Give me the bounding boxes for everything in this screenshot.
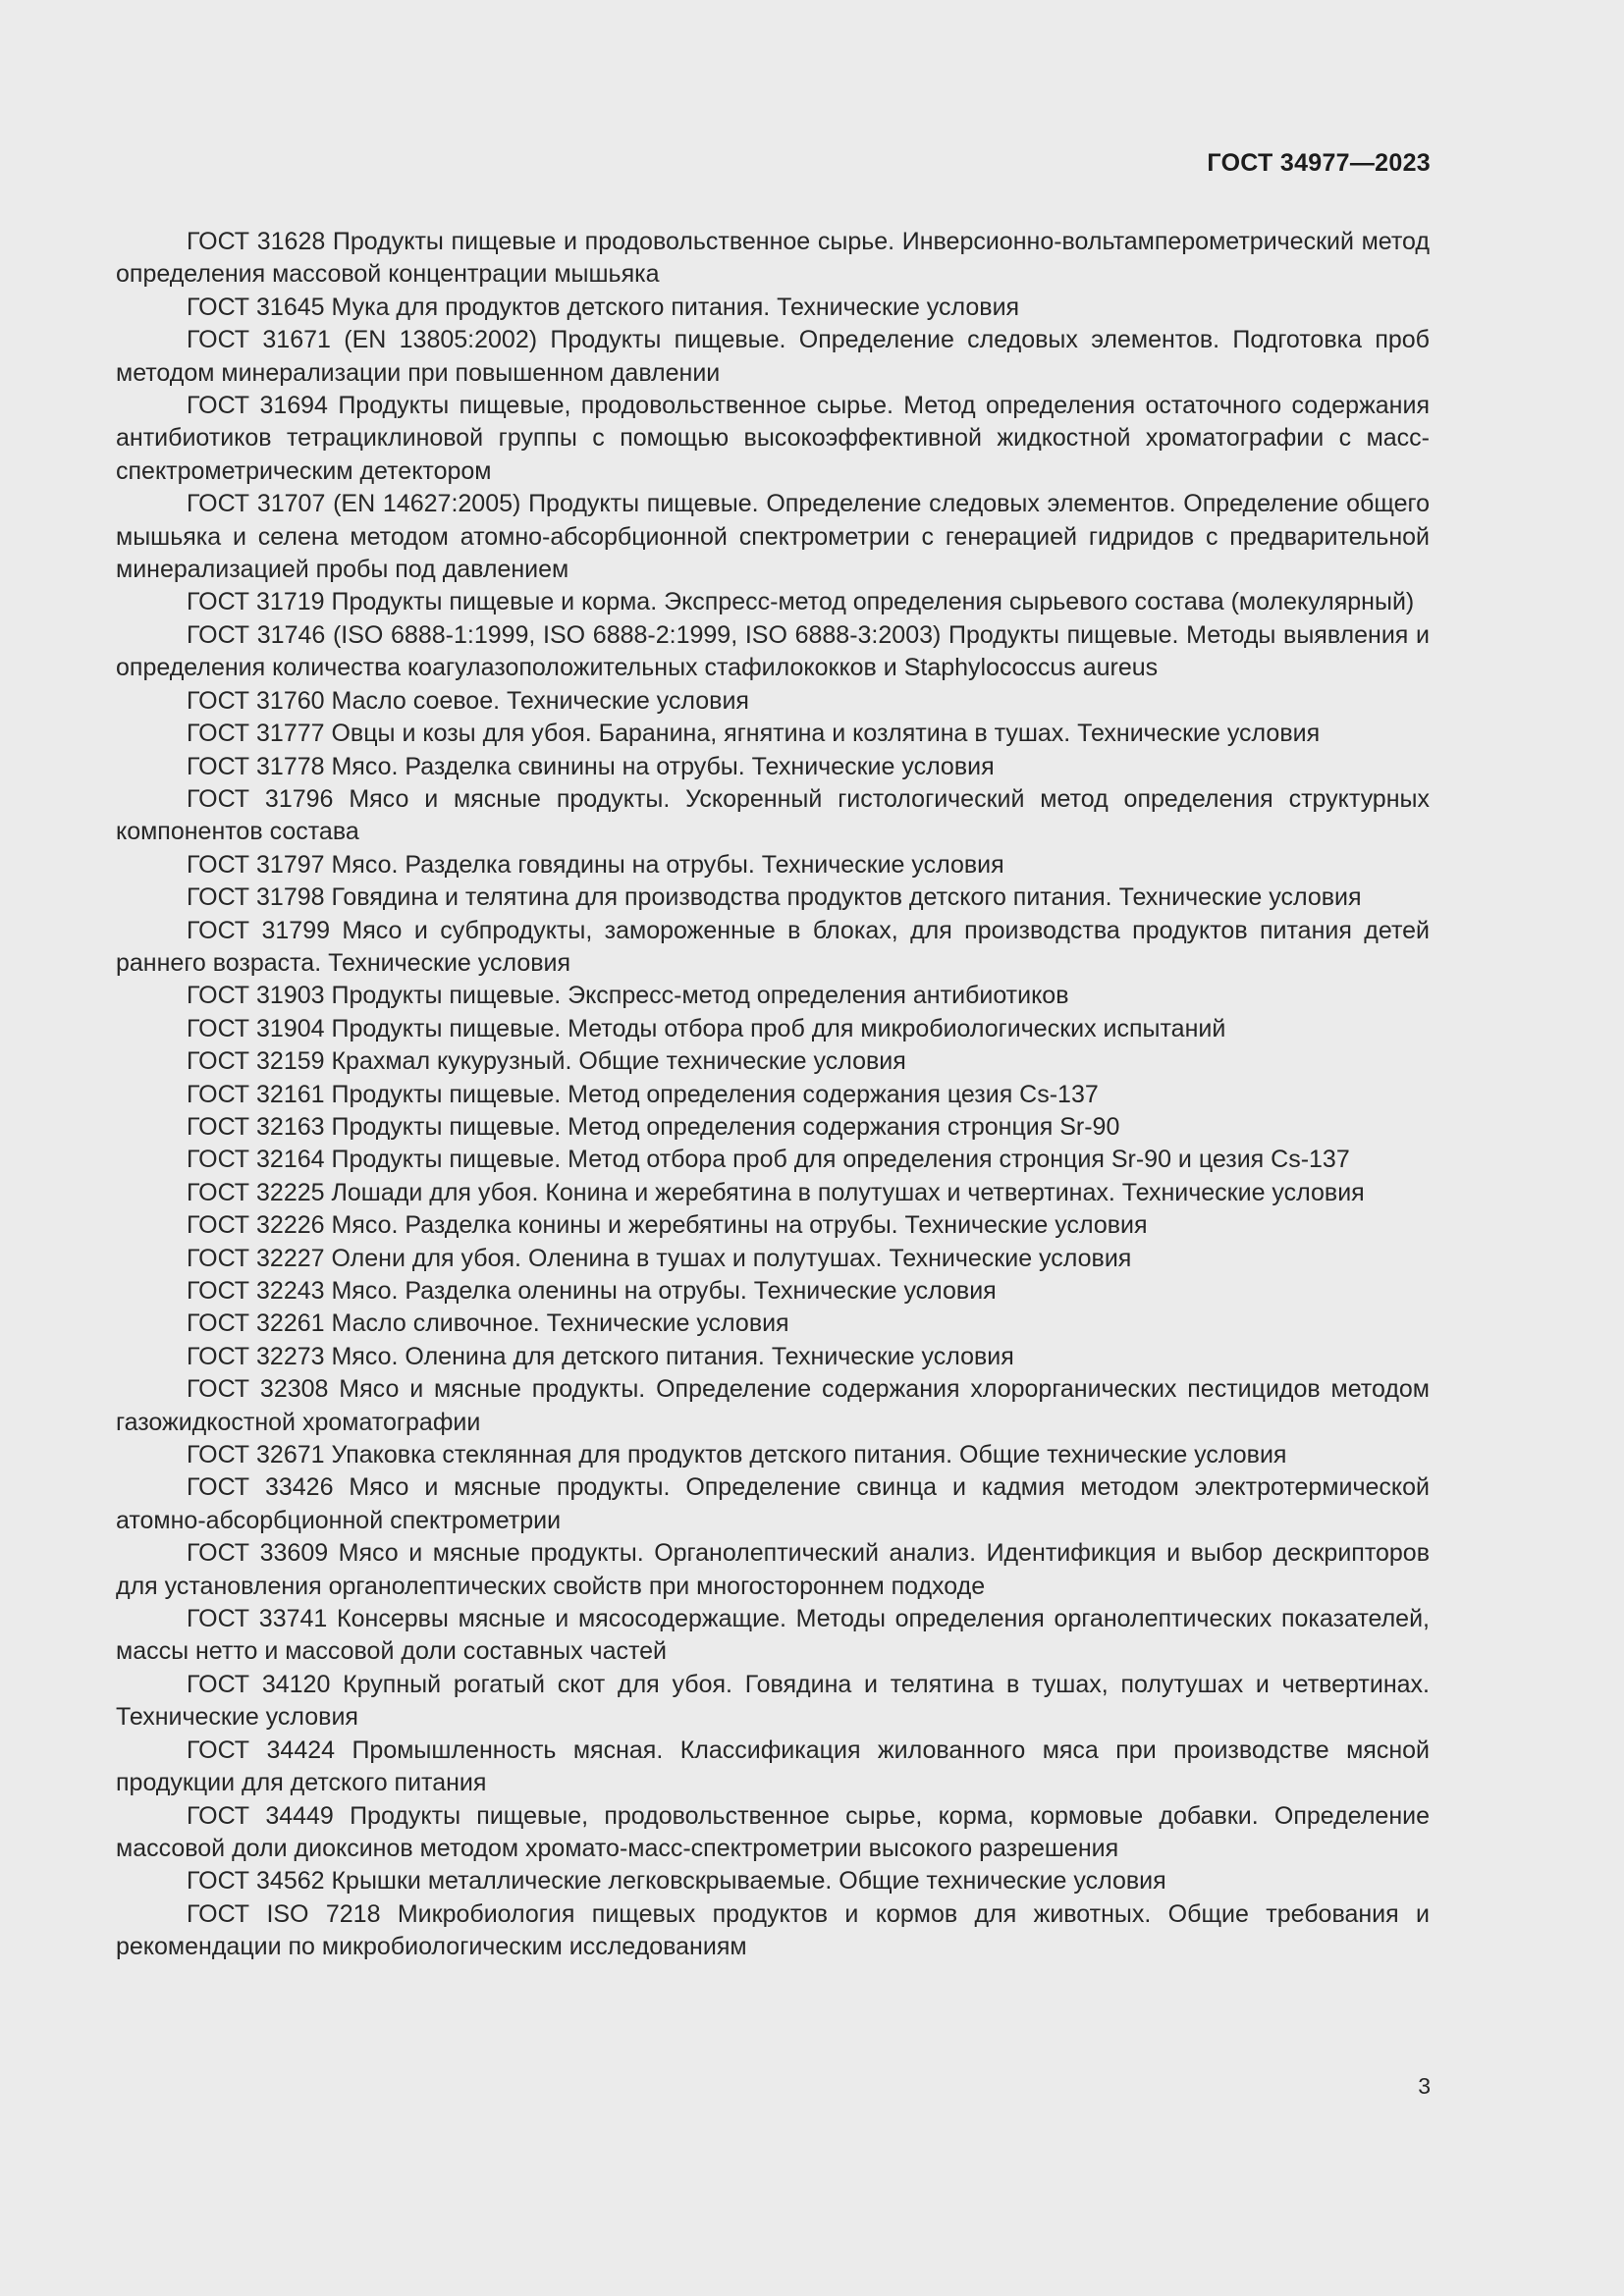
reference-entry: ГОСТ 32227 Олени для убоя. Оленина в тушах и полутушах. Технические условия: [187, 1244, 1132, 1272]
reference-entry: ГОСТ 31778 Мясо. Разделка свинины на отрубы. Технические условия: [187, 752, 995, 780]
reference-entry: ГОСТ ISO 7218 Микробиология пищевых продуктов и кормов для животных. Общие требования и рекомендации по микробиологическим исследованиям: [116, 1899, 1430, 1961]
reference-entry: ГОСТ 31707 (EN 14627:2005) Продукты пищевые. Определение следовых элементов. Определение общего мышьяка и селена методом атомно-абсорбционной спектрометрии с генерацией гидридов с предварительной минерализацией пробы под давлением: [116, 490, 1430, 584]
reference-entry: ГОСТ 33609 Мясо и мясные продукты. Органолептический анализ. Идентификция и выбор дескрипторов для установления органолептических свойств при многостороннем подходе: [116, 1539, 1430, 1600]
document-code-header: ГОСТ 34977—2023: [1207, 149, 1431, 177]
reference-entry: ГОСТ 32243 Мясо. Разделка оленины на отрубы. Технические условия: [187, 1277, 997, 1305]
reference-entry: ГОСТ 34449 Продукты пищевые, продовольственное сырье, корма, кормовые добавки. Определение массовой доли диоксинов методом хромато-масс-спектрометрии высокого разрешения: [116, 1801, 1430, 1862]
reference-entry: ГОСТ 31694 Продукты пищевые, продовольственное сырье. Метод определения остаточного содержания антибиотиков тетрациклиновой группы с помощью высокоэффективной жидкостной хроматографии с масс-спектрометрическим детектором: [116, 392, 1430, 485]
reference-entry: ГОСТ 32273 Мясо. Оленина для детского питания. Технические условия: [187, 1342, 1014, 1370]
reference-entry: ГОСТ 31797 Мясо. Разделка говядины на отрубы. Технические условия: [187, 850, 1004, 879]
reference-entry: ГОСТ 32226 Мясо. Разделка конины и жеребятины на отрубы. Технические условия: [187, 1211, 1148, 1240]
reference-entry: ГОСТ 32225 Лошади для убоя. Конина и жеребятина в полутушах и четвертинах. Технические условия: [187, 1178, 1365, 1206]
reference-entry: ГОСТ 32308 Мясо и мясные продукты. Определение содержания хлорорганических пестицидов методом газожидкостной хроматографии: [116, 1375, 1430, 1436]
reference-entry: ГОСТ 31798 Говядина и телятина для производства продуктов детского питания. Технические условия: [187, 883, 1362, 912]
reference-entry: ГОСТ 32159 Крахмал кукурузный. Общие технические условия: [187, 1047, 906, 1076]
reference-entry: ГОСТ 31904 Продукты пищевые. Методы отбора проб для микробиологических испытаний: [187, 1014, 1226, 1042]
reference-entry: ГОСТ 31777 Овцы и козы для убоя. Баранина, ягнятина и козлятина в тушах. Технические условия: [187, 720, 1321, 748]
reference-entry: ГОСТ 31903 Продукты пищевые. Экспресс-метод определения антибиотиков: [187, 982, 1069, 1010]
reference-entry: ГОСТ 32261 Масло сливочное. Технические условия: [187, 1309, 789, 1338]
reference-entry: ГОСТ 34120 Крупный рогатый скот для убоя. Говядина и телятина в тушах, полутушах и четвертинах. Технические условия: [116, 1670, 1430, 1732]
reference-entry: ГОСТ 31746 (ISO 6888-1:1999, ISO 6888-2:1999, ISO 6888-3:2003) Продукты пищевые. Методы выявления и определения количества коагулазоположительных стафилококков и Staphylococcus aureus: [116, 620, 1430, 682]
reference-entry: ГОСТ 31671 (EN 13805:2002) Продукты пищевые. Определение следовых элементов. Подготовка проб методом минерализации при повышенном давлении: [116, 326, 1430, 387]
reference-entry: ГОСТ 31796 Мясо и мясные продукты. Ускоренный гистологический метод определения структурных компонентов состава: [116, 784, 1430, 846]
reference-entry: ГОСТ 32164 Продукты пищевые. Метод отбора проб для определения стронция Sr-90 и цезия Cs-137: [187, 1146, 1350, 1174]
reference-entry: ГОСТ 31719 Продукты пищевые и корма. Экспресс-метод определения сырьевого состава (молекулярный): [187, 588, 1415, 616]
reference-entry: ГОСТ 31799 Мясо и субпродукты, замороженные в блоках, для производства продуктов питания детей раннего возраста. Технические условия: [116, 916, 1430, 977]
reference-entry: ГОСТ 33741 Консервы мясные и мясосодержащие. Методы определения органолептических показателей, массы нетто и массовой доли составных частей: [116, 1605, 1430, 1666]
references-list: [116, 226, 1430, 1964]
reference-entry: ГОСТ 33426 Мясо и мясные продукты. Определение свинца и кадмия методом электротермической атомно-абсорбционной спектрометрии: [116, 1473, 1430, 1534]
reference-entry: ГОСТ 31760 Масло соевое. Технические условия: [187, 686, 749, 715]
reference-entry: ГОСТ 31645 Мука для продуктов детского питания. Технические условия: [187, 293, 1020, 321]
reference-entry: ГОСТ 32163 Продукты пищевые. Метод определения содержания стронция Sr-90: [187, 1112, 1120, 1141]
reference-entry: ГОСТ 32161 Продукты пищевые. Метод определения содержания цезия Cs-137: [187, 1080, 1099, 1108]
page-number: 3: [1418, 2073, 1431, 2099]
reference-entry: ГОСТ 32671 Упаковка стеклянная для продуктов детского питания. Общие технические условия: [187, 1441, 1287, 1469]
reference-entry: ГОСТ 34562 Крышки металлические легковскрываемые. Общие технические условия: [187, 1867, 1166, 1896]
reference-entry: ГОСТ 31628 Продукты пищевые и продовольственное сырье. Инверсионно-вольтамперометрический метод определения массовой концентрации мышьяка: [116, 228, 1430, 289]
reference-entry: ГОСТ 34424 Промышленность мясная. Классификация жилованного мяса при производстве мясной продукции для детского питания: [116, 1735, 1430, 1797]
